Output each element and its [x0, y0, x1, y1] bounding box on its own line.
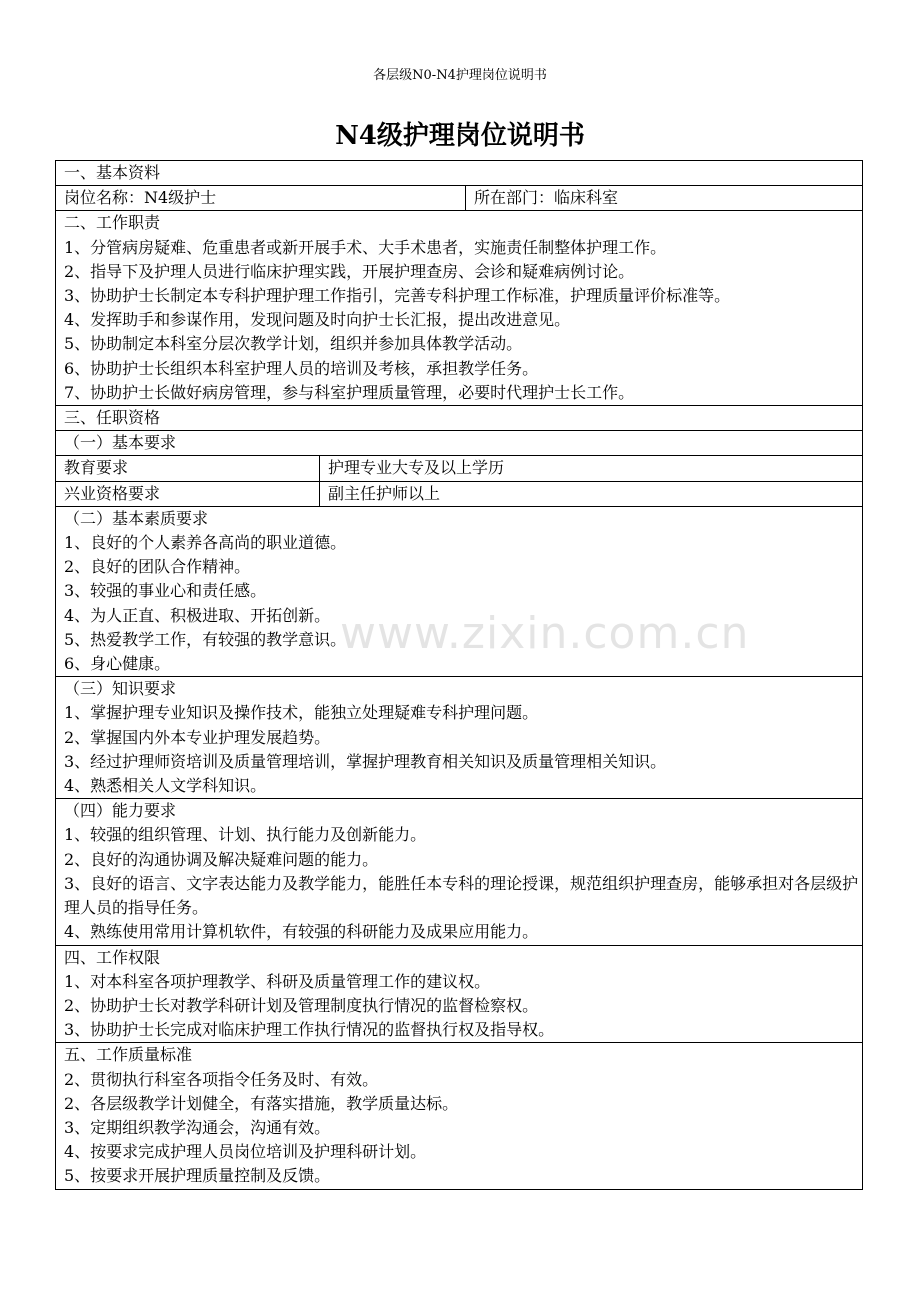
quality-standard-item: 2、贯彻执行科室各项指令任务及时、有效。: [64, 1069, 379, 1089]
quality-standard-heading: 五、工作质量标准: [64, 1045, 193, 1065]
knowledge-item: 3、经过护理师资培训及质量管理培训，掌握护理教育相关知识及质量管理相关知识。: [64, 751, 667, 771]
quality-requirements-row: [56, 506, 863, 676]
page-title: N4级护理岗位说明书: [335, 121, 585, 151]
duty-item: 2、指导下及护理人员进行临床护理实践，开展护理查房、会诊和疑难病例讨论。: [64, 261, 635, 281]
quality-standard-item: 4、按要求完成护理人员岗位培训及护理科研计划。: [64, 1142, 427, 1162]
basic-info-row: [56, 186, 863, 211]
job-description-table: [55, 160, 863, 1190]
professional-title-row: [56, 481, 863, 506]
ability-item: 3、良好的语言、文字表达能力及教学能力，能胜任本专科的理论授课，规范组织护理查房，能够承担对各层级护理人员的指导任务。: [64, 873, 859, 918]
authority-section: [56, 945, 863, 1043]
quality-item: 2、良好的团队合作精神。: [64, 557, 251, 577]
qualifications-heading-row: [56, 406, 863, 431]
quality-item: 3、较强的事业心和责任感。: [64, 581, 267, 601]
duties-row: [56, 211, 863, 406]
position-name-cell: 岗位名称：N4级护士: [56, 186, 466, 211]
quality-item: 6、身心健康。: [64, 654, 171, 674]
quality-standard-item: 3、定期组织教学沟通会，沟通有效。: [64, 1117, 331, 1137]
basic-info-heading-row: [56, 161, 863, 186]
knowledge-item: 1、掌握护理专业知识及操作技术，能独立处理疑难专科护理问题。: [64, 703, 539, 723]
ability-item: 1、较强的组织管理、计划、执行能力及创新能力。: [64, 825, 427, 845]
running-header: 各层级N0-N4护理岗位说明书: [373, 68, 547, 83]
quality-item: 1、良好的个人素养各高尚的职业道德。: [64, 533, 347, 553]
education-row: [56, 456, 863, 481]
knowledge-item: 4、熟悉相关人文学科知识。: [64, 776, 267, 796]
knowledge-item: 2、掌握国内外本专业护理发展趋势。: [64, 727, 331, 747]
quality-standard-row: [56, 1043, 863, 1189]
ability-item: 4、熟练使用常用计算机软件，有较强的科研能力及成果应用能力。: [64, 922, 539, 942]
duty-item: 5、协助制定本科室分层次教学计划，组织并参加具体教学活动。: [64, 334, 523, 354]
quality-item: 5、热爱教学工作，有较强的教学意识。: [64, 629, 347, 649]
professional-title-label: 兴业资格要求: [56, 481, 320, 506]
authority-item: 2、协助护士长对教学科研计划及管理制度执行情况的监督检察权。: [64, 995, 539, 1015]
education-label: 教育要求: [56, 456, 320, 481]
ability-requirements-heading: （四）能力要求: [64, 801, 177, 821]
quality-requirements-heading: （二）基本素质要求: [64, 508, 209, 528]
duty-item: 3、协助护士长制定本专科护理护理工作指引，完善专科护理工作标准，护理质量评价标准等。: [64, 286, 731, 306]
ability-item: 2、良好的沟通协调及解决疑难问题的能力。: [64, 849, 379, 869]
basic-requirements-heading: （一）基本要求: [56, 431, 863, 456]
ability-requirements-section: [56, 799, 863, 945]
quality-item: 4、为人正直、积极进取、开拓创新。: [64, 605, 331, 625]
watermark: www.zixin.com.cn: [340, 608, 750, 659]
quality-standard-item: 5、按要求开展护理质量控制及反馈。: [64, 1166, 331, 1186]
quality-standard-section: [56, 1043, 863, 1189]
quality-standard-item: 2、各层级教学计划健全，有落实措施，教学质量达标。: [64, 1093, 459, 1113]
duty-item: 4、发挥助手和参谋作用，发现问题及时向护士长汇报，提出改进意见。: [64, 310, 571, 330]
duty-item: 1、分管病房疑难、危重患者或新开展手术、大手术患者，实施责任制整体护理工作。: [64, 237, 667, 257]
knowledge-requirements-row: [56, 677, 863, 799]
quality-requirements-section: [56, 506, 863, 676]
basic-info-heading: 一、基本资料: [56, 161, 863, 186]
authority-row: [56, 945, 863, 1043]
duty-item: 7、协助护士长做好病房管理，参与科室护理质量管理，必要时代理护士长工作。: [64, 382, 635, 402]
duties-heading: 二、工作职责: [64, 213, 161, 233]
knowledge-requirements-section: [56, 677, 863, 799]
education-value: 护理专业大专及以上学历: [320, 456, 863, 481]
duty-item: 6、协助护士长组织本科室护理人员的培训及考核，承担教学任务。: [64, 358, 539, 378]
basic-requirements-heading-row: [56, 431, 863, 456]
authority-item: 1、对本科室各项护理教学、科研及质量管理工作的建议权。: [64, 971, 491, 991]
department-cell: 所在部门：临床科室: [466, 186, 863, 211]
authority-heading: 四、工作权限: [64, 947, 161, 967]
ability-requirements-row: [56, 799, 863, 945]
professional-title-value: 副主任护师以上: [320, 481, 863, 506]
authority-item: 3、协助护士长完成对临床护理工作执行情况的监督执行权及指导权。: [64, 1020, 555, 1040]
qualifications-heading: 三、任职资格: [56, 406, 863, 431]
duties-section: [56, 211, 863, 406]
knowledge-requirements-heading: （三）知识要求: [64, 679, 177, 699]
